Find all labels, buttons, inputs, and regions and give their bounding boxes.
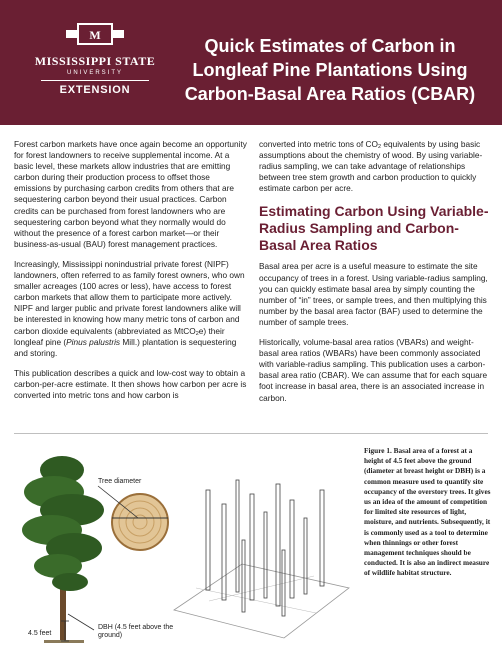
paragraph-nipf bbox=[14, 259, 248, 359]
figure-illustration bbox=[14, 440, 354, 645]
paragraph-ratios: Historically, volume-basal area ratios (VBARs) and weight-basal area ratios (WBARs) have been commonly associated with variable-radius sampling. This publication uses a carbon-basal area ratio (CBAR). We can assume that for each square foot increase in basal area, there is an associated increase in carbon. bbox=[259, 337, 488, 403]
logo-university-text: UNIVERSITY bbox=[66, 70, 123, 76]
logo-extension-text: EXTENSION bbox=[59, 84, 131, 96]
paragraph-publication: This publication describes a quick and low-cost way to obtain a carbon-per-acre estimate. It then shows how carbon per acre is converted into metric tons and how carbon is bbox=[14, 367, 247, 400]
header-banner bbox=[0, 0, 502, 125]
tree-diameter-label: Tree diameter bbox=[98, 478, 142, 485]
paragraph-intro: Forest carbon markets have once again become an opportunity for forest landowners to receive supplemental income. At a basic level, these markets allow industries that are emitting carbon during their production process to offset those emissions by purchasing carbon credits from others that are sequestering carbon beyond their usual practices. Carbon credits can be purchased from forest landowners who are sequestering carbon beyond what they normally would do without the presence of a forest carbon market—or their business-as-usual (BAU) forest management practices. bbox=[14, 139, 247, 249]
longleaf-pine-tree-illustration bbox=[14, 440, 114, 645]
height-label: 4.5 feet bbox=[28, 630, 52, 637]
paragraph-basal-area: Basal area per acre is a useful measure to estimate the site occupancy of trees in a forest. Using variable-radius sampling, you can quickly estimate basal area by simply counting the number of “in” trees, or sample trees, and then multiplying this number by the basal area factor (BAF) used to determine the number of sample trees. bbox=[259, 261, 488, 327]
left-column bbox=[14, 139, 248, 410]
dbh-label: DBH (4.5 feet above the ground) bbox=[98, 624, 174, 639]
logo-state-text: MISSISSIPPI STATE bbox=[34, 54, 156, 68]
msu-extension-logo bbox=[30, 22, 160, 118]
page-title: Quick Estimates of Carbon in Longleaf Pine Plantations Using Carbon-Basal Area Ratios (CBAR) bbox=[184, 36, 476, 104]
right-column bbox=[259, 139, 493, 413]
paragraph-nipf-part-b: e) their longleaf pine ( bbox=[14, 325, 225, 347]
species-name: Pinus palustris bbox=[66, 336, 121, 347]
height-marker bbox=[60, 620, 70, 642]
figure-caption: Figure 1. Basal area of a forest at a height of 4.5 feet above the ground (diameter at breast height or DBH) is a common measure used to quantify site occupancy of the overstory trees. It gives us an idea of the amount of competition for limited site resources of light, moisture, and nutrients. Subsequently, it is commonly used as a tool to determine when thinnings or other forest management techniques should be conducted. It is also an indirect measure of wildlife habitat structure. bbox=[364, 446, 491, 578]
basal-area-plot-diagram bbox=[164, 460, 354, 645]
subscript-2: 2 bbox=[195, 330, 199, 337]
tree-diameter-pointer bbox=[94, 484, 154, 520]
subscript-2: 2 bbox=[377, 144, 382, 150]
section-divider bbox=[14, 433, 488, 434]
paragraph-nipf-part-a: Increasingly, Mississippi nonindustrial private forest (NIPF) landowners, often referred to as family forest owners, who own smaller acreages (100 acres or less), have access to forest carbon markets that allow them to participate more actively. NIPF and larger public and private forest landowners alike will be interested in knowing how many metric tons of carbon and carbon dioxide equivalents (abbreviated as MtCO bbox=[14, 258, 245, 336]
svg-text:M: M bbox=[89, 28, 101, 42]
paragraph-conversion bbox=[259, 139, 493, 194]
paragraph-conversion-part-b: equivalents by using basic assumptions about the chemistry of wood. By using variable-radius sampling, we can take advantage of relationships between tree stem growth and carbon production to quickly estimate carbon per acre. bbox=[259, 139, 483, 194]
msu-shield-icon bbox=[64, 22, 126, 48]
paragraph-nipf-part-c: Mill.) plantation is sequestering and storing. bbox=[14, 336, 237, 358]
section-heading: Estimating Carbon Using Variable-Radius Sampling and Carbon-Basal Area Ratios bbox=[259, 203, 489, 254]
paragraph-conversion-part-a: converted into metric tons of CO bbox=[259, 139, 378, 149]
logo-divider bbox=[41, 80, 149, 81]
dbh-pointer bbox=[66, 612, 96, 632]
